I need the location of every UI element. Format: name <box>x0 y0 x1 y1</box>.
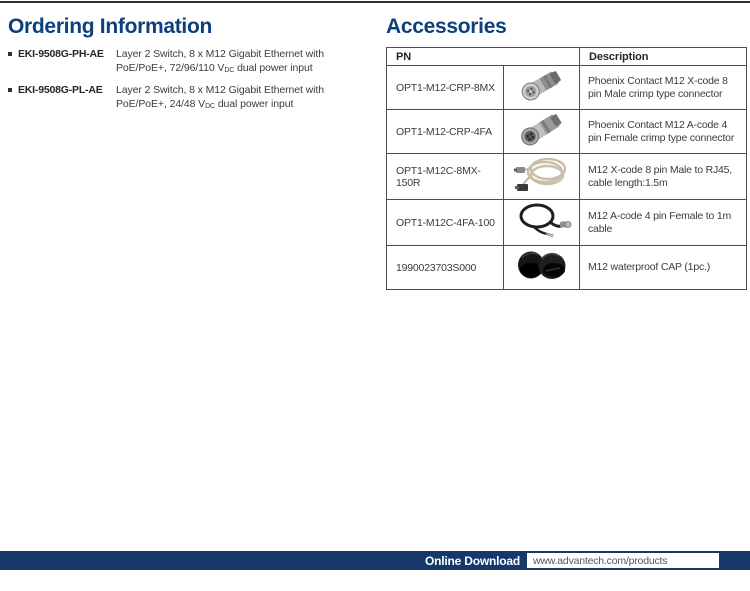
m12-female-cable-image <box>512 200 572 240</box>
description-cell: Phoenix Contact M12 A-code 4 pin Female crimp type connector <box>580 110 747 154</box>
part-number-cell: 1990023703S000 <box>387 246 504 290</box>
m12-male-connector-image <box>514 66 570 104</box>
product-image-cell <box>504 154 580 200</box>
table-row <box>387 66 747 110</box>
ordering-part-number: EKI-9508G-PH-AE <box>18 48 104 60</box>
m12-rj45-cable-image <box>512 154 572 194</box>
pn-column-header: PN <box>387 48 580 66</box>
table-row <box>387 110 747 154</box>
online-download-label: Online Download <box>425 553 520 568</box>
description-column-header: Description <box>580 48 747 66</box>
accessories-header-row <box>387 48 747 66</box>
product-image-cell <box>504 200 580 246</box>
top-rule-divider <box>0 1 750 3</box>
accessories-table <box>386 47 747 290</box>
ordering-description-text: Layer 2 Switch, 8 x M12 Gigabit Ethernet with PoE/PoE+, 24/48 V <box>116 84 324 110</box>
ordering-item <box>8 47 376 78</box>
ordering-part-number: EKI-9508G-PL-AE <box>18 84 103 96</box>
ordering-description-tail: dual power input <box>215 98 294 110</box>
square-bullet-icon <box>8 52 12 56</box>
m12-waterproof-caps-image <box>514 246 570 284</box>
vdc-subscript: DC <box>224 67 235 74</box>
description-cell: M12 waterproof CAP (1pc.) <box>580 246 747 290</box>
accessories-section <box>386 14 748 290</box>
ordering-description <box>116 47 368 78</box>
part-number-cell: OPT1-M12-CRP-4FA <box>387 110 504 154</box>
ordering-information-section <box>8 14 376 119</box>
square-bullet-icon <box>8 88 12 92</box>
footer-bar <box>0 551 750 570</box>
description-cell: M12 A-code 4 pin Female to 1m cable <box>580 200 747 246</box>
ordering-item <box>8 83 376 114</box>
part-number-cell: OPT1-M12-CRP-8MX <box>387 66 504 110</box>
description-cell: M12 X-code 8 pin Male to RJ45, cable length:1.5m <box>580 154 747 200</box>
ordering-description <box>116 83 368 114</box>
download-url-text[interactable]: www.advantech.com/products <box>533 554 668 567</box>
part-number-cell: OPT1-M12C-8MX-150R <box>387 154 504 200</box>
table-row <box>387 200 747 246</box>
ordering-description-tail: dual power input <box>234 62 313 74</box>
table-row <box>387 154 747 200</box>
ordering-information-title: Ordering Information <box>8 15 213 38</box>
product-image-cell <box>504 110 580 154</box>
accessories-title: Accessories <box>386 15 507 38</box>
m12-female-connector-image <box>514 110 570 148</box>
part-number-cell: OPT1-M12C-4FA-100 <box>387 200 504 246</box>
ordering-list <box>8 47 376 114</box>
download-url-box[interactable] <box>527 553 719 568</box>
ordering-description-text: Layer 2 Switch, 8 x M12 Gigabit Ethernet with PoE/PoE+, 72/96/110 V <box>116 48 324 74</box>
product-image-cell <box>504 66 580 110</box>
description-cell: Phoenix Contact M12 X-code 8 pin Male crimp type connector <box>580 66 747 110</box>
vdc-subscript: DC <box>205 103 215 110</box>
product-image-cell <box>504 246 580 290</box>
table-row <box>387 246 747 290</box>
